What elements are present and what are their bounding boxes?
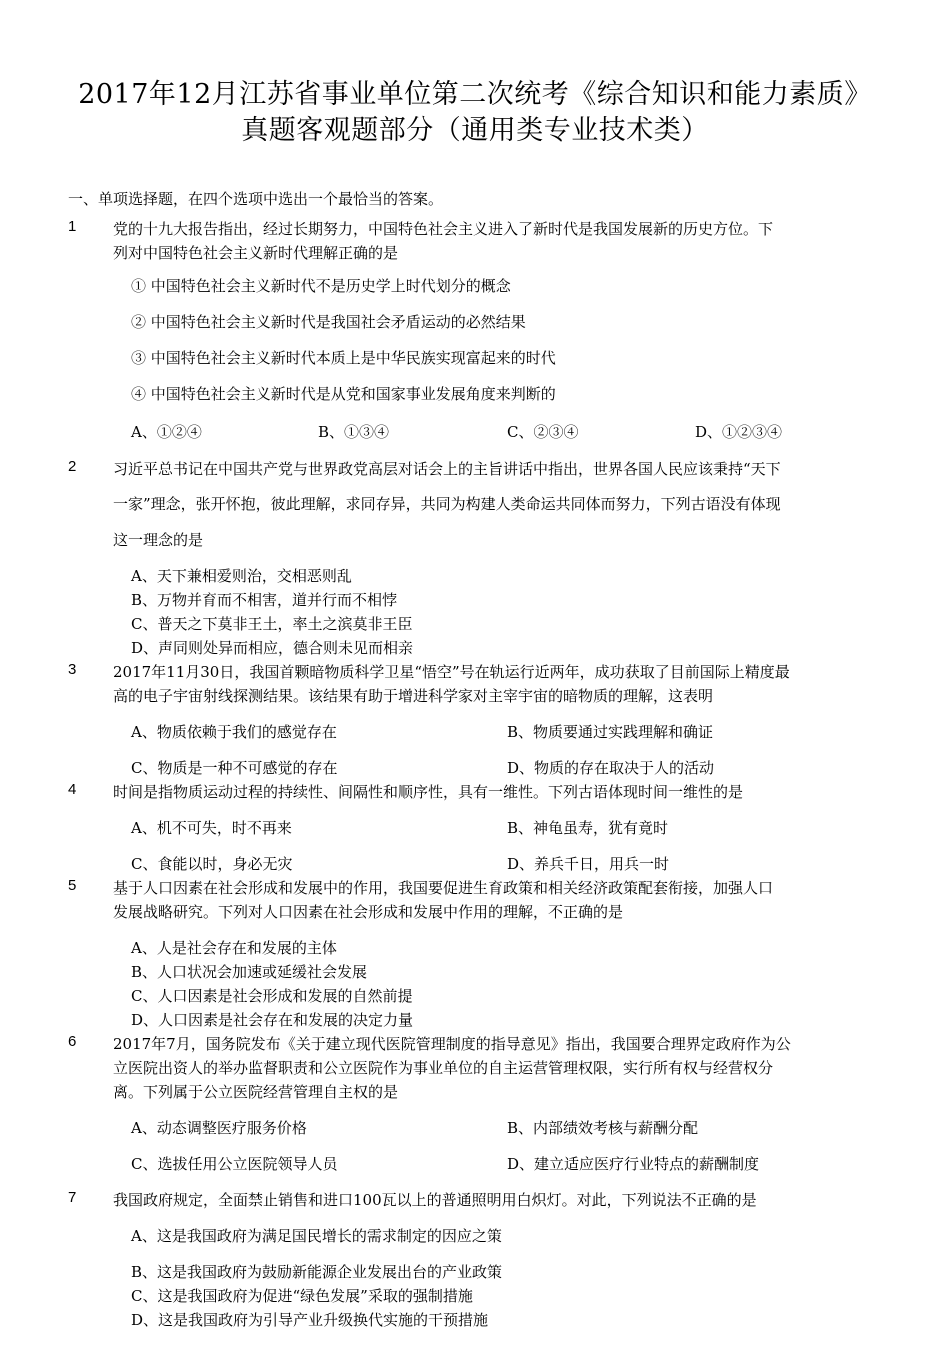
question-stem: 2017年7月，国务院发布《关于建立现代医院管理制度的指导意见》指出，我国要合理界定政府作为公 [113, 1035, 791, 1053]
option-c: C、人口因素是社会形成和发展的自然前提 [131, 987, 413, 1005]
question-number: 4 [68, 781, 77, 798]
option-a: A、人是社会存在和发展的主体 [131, 939, 337, 957]
statement: ④ 中国特色社会主义新时代是从党和国家事业发展角度来判断的 [131, 385, 556, 403]
option-d: D、人口因素是社会存在和发展的决定力量 [131, 1011, 414, 1029]
option-b: B、万物并育而不相害，道并行而不相悖 [131, 591, 398, 609]
question-stem: 发展战略研究。下列对人口因素在社会形成和发展中作用的理解，不正确的是 [113, 903, 624, 921]
question-stem: 立医院出资人的举办监督职责和公立医院作为事业单位的自主运营管理权限，实行所有权与经营权分 [113, 1059, 774, 1077]
question-number: 7 [68, 1189, 77, 1206]
option-c: C、②③④ [507, 423, 579, 441]
question-number: 2 [68, 458, 77, 475]
option-c: C、食能以时，身必无灾 [131, 855, 293, 873]
question-stem: 基于人口因素在社会形成和发展中的作用，我国要促进生育政策和相关经济政策配套衔接，加强人口 [113, 879, 774, 897]
option-a: A、物质依赖于我们的感觉存在 [131, 723, 337, 741]
question-stem: 2017年11月30日，我国首颗暗物质科学卫星“悟空”号在轨运行近两年，成功获取了目前国际上精度最 [113, 663, 790, 681]
question-stem: 高的电子宇宙射线探测结果。该结果有助于增进科学家对主宰宇宙的暗物质的理解，这表明 [113, 687, 714, 705]
option-c: C、物质是一种不可感觉的存在 [131, 759, 338, 777]
option-a: A、这是我国政府为满足国民增长的需求制定的因应之策 [131, 1227, 502, 1245]
document-title-line2: 真题客观题部分（通用类专业技术类） [241, 115, 709, 146]
question-stem: 时间是指物质运动过程的持续性、间隔性和顺序性，具有一维性。下列古语体现时间一维性的是 [113, 783, 744, 801]
statement: ③ 中国特色社会主义新时代本质上是中华民族实现富起来的时代 [131, 349, 556, 367]
question-stem: 一家”理念，张开怀抱，彼此理解，求同存异，共同为构建人类命运共同体而努力，下列古语没有体现 [113, 495, 781, 513]
question-stem: 这一理念的是 [113, 531, 204, 549]
statement: ② 中国特色社会主义新时代是我国社会矛盾运动的必然结果 [131, 313, 526, 331]
option-a: A、动态调整医疗服务价格 [131, 1119, 307, 1137]
option-b: B、人口状况会加速或延缓社会发展 [131, 963, 368, 981]
question-number: 5 [68, 877, 77, 894]
question-stem: 列对中国特色社会主义新时代理解正确的是 [113, 244, 399, 262]
question-number: 3 [68, 661, 77, 678]
document-title-line1: 2017年12月江苏省事业单位第二次统考《综合知识和能力素质》 [78, 79, 872, 110]
option-a: A、天下兼相爱则治，交相恶则乱 [131, 567, 352, 585]
option-b: B、这是我国政府为鼓励新能源企业发展出台的产业政策 [131, 1263, 503, 1281]
option-c: C、普天之下莫非王土，率土之滨莫非王臣 [131, 615, 413, 633]
option-d: D、声同则处异而相应，德合则未见而相亲 [131, 639, 414, 657]
option-d: D、这是我国政府为引导产业升级换代实施的干预措施 [131, 1311, 489, 1329]
option-c: C、这是我国政府为促进“绿色发展”采取的强制措施 [131, 1287, 473, 1305]
option-d: D、养兵千日，用兵一时 [507, 855, 670, 873]
option-a: A、①②④ [131, 423, 202, 441]
option-d: D、建立适应医疗行业特点的薪酬制度 [507, 1155, 760, 1173]
option-c: C、选拔任用公立医院领导人员 [131, 1155, 338, 1173]
question-number: 1 [68, 218, 77, 235]
option-b: B、①③④ [318, 423, 390, 441]
option-b: B、物质要通过实践理解和确证 [507, 723, 714, 741]
question-stem: 习近平总书记在中国共产党与世界政党高层对话会上的主旨讲话中指出，世界各国人民应该秉持“天下 [113, 460, 781, 478]
question-stem: 我国政府规定，全面禁止销售和进口100瓦以上的普通照明用白炽灯。对此，下列说法不正确的是 [113, 1191, 757, 1209]
section-heading: 一、单项选择题，在四个选项中选出一个最恰当的答案。 [68, 190, 444, 208]
question-stem: 党的十九大报告指出，经过长期努力，中国特色社会主义进入了新时代是我国发展新的历史方位。下 [113, 220, 774, 238]
option-d: D、物质的存在取决于人的活动 [507, 759, 715, 777]
option-b: B、神龟虽寿，犹有竟时 [507, 819, 669, 837]
option-d: D、①②③④ [695, 423, 783, 441]
question-number: 6 [68, 1033, 77, 1050]
option-a: A、机不可失，时不再来 [131, 819, 292, 837]
option-b: B、内部绩效考核与薪酬分配 [507, 1119, 699, 1137]
statement: ① 中国特色社会主义新时代不是历史学上时代划分的概念 [131, 277, 511, 295]
question-stem: 离。下列属于公立医院经营管理自主权的是 [113, 1083, 399, 1101]
